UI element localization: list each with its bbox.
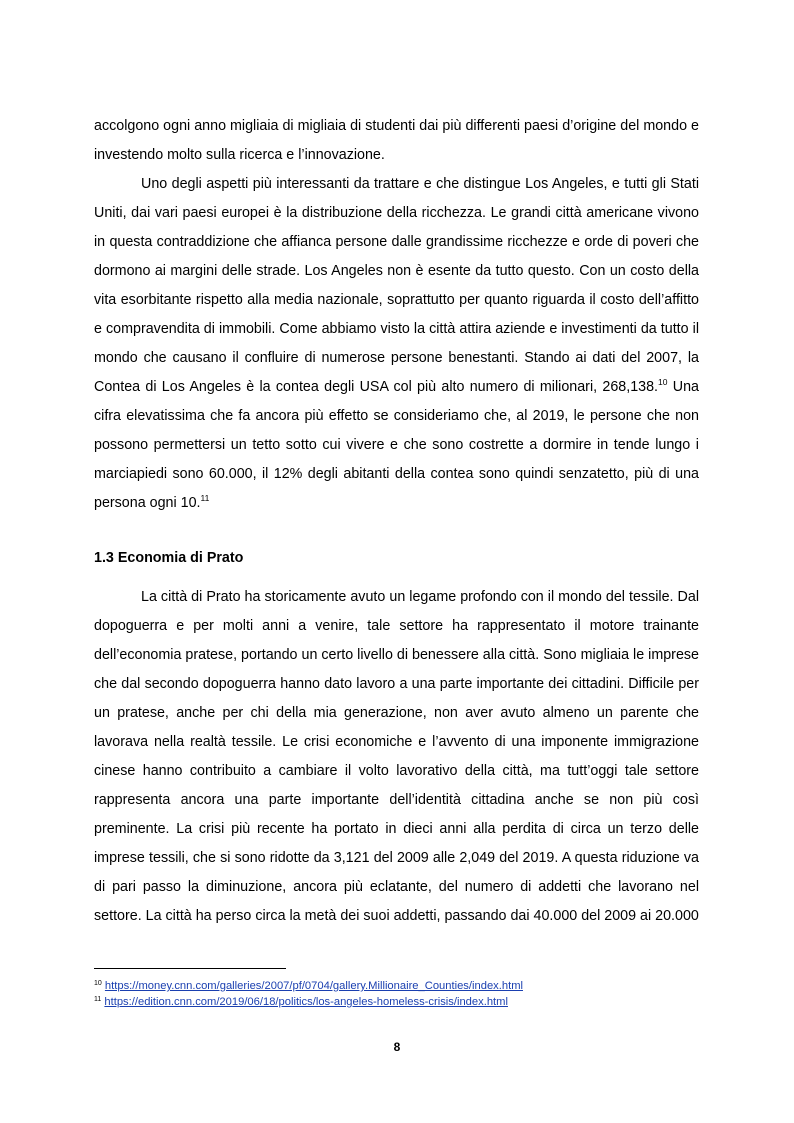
footnote-link[interactable]: https://edition.cnn.com/2019/06/18/politics/los-angeles-homeless-crisis/index.html — [104, 996, 508, 1008]
section-heading: 1.3 Economia di Prato — [94, 550, 244, 566]
footnote-ref-10[interactable]: 10 — [658, 377, 668, 387]
footnote-number: 11 — [94, 996, 102, 1003]
footnotes — [94, 978, 699, 1010]
paragraph-prato-economy: La città di Prato ha storicamente avuto un legame profondo con il mondo del tessile. Dal dopoguerra e per molti anni a venire, tale settore ha rappresentato il motore trainante dell’economia pratese, portando un certo livello di benessere alla città. Sono migliaia le imprese che dal secondo dopoguerra hanno dato lavoro a una parte importante dei cittadini. Difficile per un pratese, anche per chi della mia generazione, non aver avuto almeno un parente che lavorava nella realtà tessile. Le crisi economiche e l’avvento di una imponente immigrazione cinese hanno contribuito a cambiare il volto lavorativo della città, ma tutt’oggi tale settore rappresenta ancora una parte importante dell’identità cittadina anche se non più così preminente. La crisi più recente ha portato in dieci anni alla perdita di circa un terzo delle imprese tessili, che si sono ridotte da 3,121 del 2009 alle 2,049 del 2019. A questa riduzione va di pari passo la diminuzione, ancora più eclatante, del numero di addetti che lavorano nel settore. La città ha perso circa la metà dei suoi addetti, passando dai 40.000 del 2009 ai 20.000 — [94, 589, 699, 924]
footnote-ref-11[interactable]: 11 — [200, 493, 210, 503]
body-text — [94, 112, 699, 931]
footnote-separator — [94, 968, 286, 969]
footnote-link[interactable]: https://money.cnn.com/galleries/2007/pf/0704/gallery.Millionaire_Counties/index.html — [104, 980, 523, 992]
page-number: 8 — [393, 1040, 401, 1054]
paragraph-continuation: accolgono ogni anno migliaia di migliaia di studenti dai più differenti paesi d’origine del mondo e investendo molto sulla ricerca e l’innovazione. — [94, 118, 699, 163]
paragraph-wealth-distribution — [94, 170, 699, 518]
footnote-number: 10 — [94, 980, 102, 987]
footnote-10 — [94, 978, 699, 994]
paragraph-text: Uno degli aspetti più interessanti da trattare e che distingue Los Angeles, e tutti gli Stati Uniti, dai vari paesi europei è la distribuzione della ricchezza. Le grandi città americane vivono in questa contraddizione che affianca persone dalle grandissime ricchezze e orde di poveri che dormono ai margini delle strade. Los Angeles non è esente da tutto questo. Con un costo della vita esorbitante rispetto alla media nazionale, soprattutto per quanto riguarda il costo dell’affitto e compravendita di immobili. Come abbiamo visto la città attira aziende e investimenti da tutto il mondo che causano il confluire di numerose persone benestanti. Stando ai dati del 2007, la Contea di Los Angeles è la contea degli USA col più alto numero di milionari, 268,138. — [94, 176, 699, 395]
footnote-11 — [94, 994, 699, 1010]
paragraph-text: Una cifra elevatissima che fa ancora più effetto se consideriamo che, al 2019, le persone che non possono permettersi un tetto sotto cui vivere e che sono costrette a dormire in tende lungo i marciapiedi sono 60.000, il 12% degli abitanti della contea sono quindi senzatetto, più di una persona ogni 10. — [94, 379, 700, 511]
